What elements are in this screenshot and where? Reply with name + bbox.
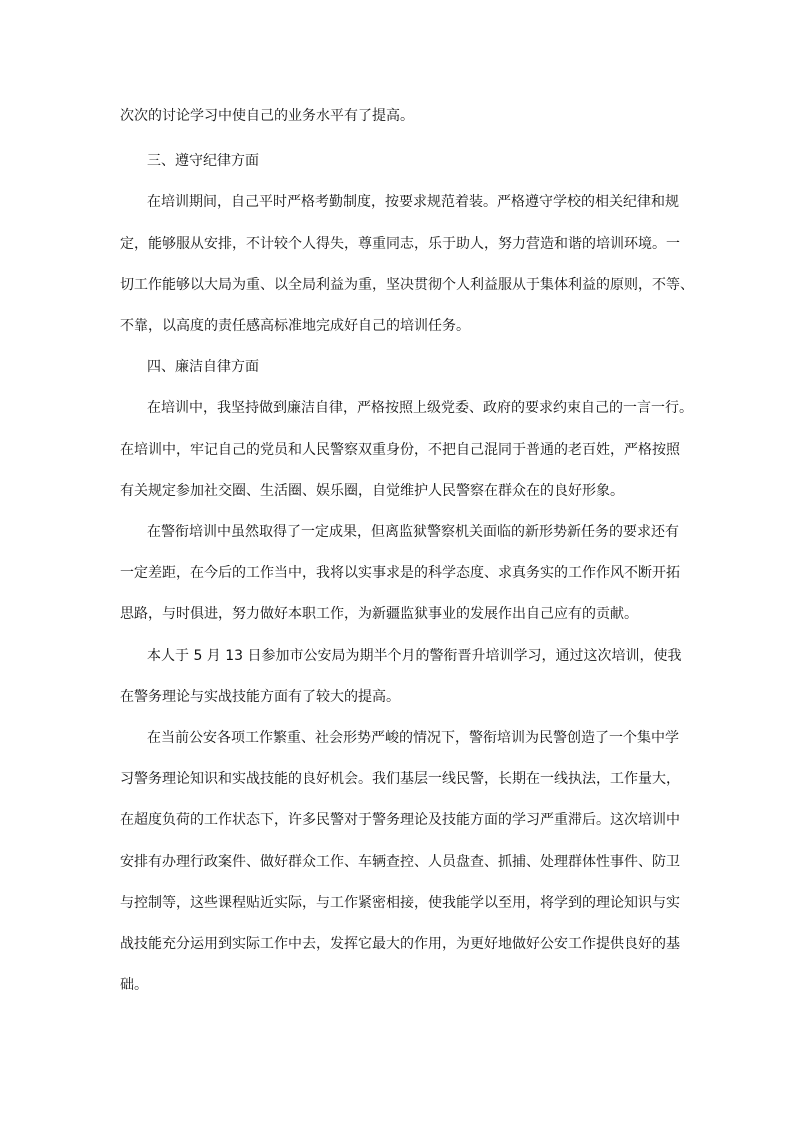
text-line: 在培训期间，自己平时严格考勤制度，按要求规范着装。严格遵守学校的相关纪律和规 [147, 194, 679, 210]
text-line: 安排有办理行政案件、做好群众工作、车辆查控、人员盘查、抓捕、处理群体性事件、防卫 [120, 854, 680, 870]
text-line: 次次的讨论学习中使自己的业务水平有了提高。 [120, 108, 414, 124]
text-line: 有关规定参加社交圈、生活圈、娱乐圈，自觉维护人民警察在群众在的良好形象。 [120, 483, 624, 499]
text-line: 在警衔培训中虽然取得了一定成果，但离监狱警察机关面临的新形势新任务的要求还有 [147, 524, 679, 540]
text-line: 定，能够服从安排，不计较个人得失，尊重同志，乐于助人，努力营造和谐的培训环境。一 [120, 236, 680, 252]
text-line: 本人于 5 月 13 日参加市公安局为期半个月的警衔晋升培训学习，通过这次培训，使我 [147, 648, 682, 664]
section-heading: 三、遵守纪律方面 [147, 153, 259, 169]
text-line: 在超度负荷的工作状态下，许多民警对于警务理论及技能方面的学习严重滞后。这次培训中 [120, 812, 680, 828]
text-line: 础。 [120, 977, 148, 993]
text-line: 切工作能够以大局为重、以全局利益为重，坚决贯彻个人利益服从于集体利益的原则，不等、 [120, 277, 694, 293]
text-line: 一定差距，在今后的工作当中，我将以实事求是的科学态度、求真务实的工作作风不断开拓 [120, 565, 680, 581]
text-line: 习警务理论知识和实战技能的良好机会。我们基层一线民警，长期在一线执法，工作量大， [120, 771, 680, 787]
text-line: 在当前公安各项工作繁重、社会形势严峻的情况下，警衔培训为民警创造了一个集中学 [147, 730, 679, 746]
text-line: 与控制等，这些课程贴近实际，与工作紧密相接，使我能学以至用，将学到的理论知识与实 [120, 895, 680, 911]
section-heading: 四、廉洁自律方面 [147, 359, 259, 375]
text-line: 在培训中，我坚持做到廉洁自律，严格按照上级党委、政府的要求约束自己的一言一行。 [147, 400, 693, 416]
text-line: 在培训中，牢记自己的党员和人民警察双重身份，不把自己混同于普通的老百姓，严格按照 [120, 442, 680, 458]
text-line: 不靠，以高度的责任感高标准地完成好自己的培训任务。 [120, 318, 470, 334]
text-line: 思路，与时俱进，努力做好本职工作，为新疆监狱事业的发展作出自己应有的贡献。 [120, 606, 638, 622]
text-line: 战技能充分运用到实际工作中去，发挥它最大的作用，为更好地做好公安工作提供良好的基 [120, 936, 680, 952]
text-line: 在警务理论与实战技能方面有了较大的提高。 [120, 689, 400, 705]
